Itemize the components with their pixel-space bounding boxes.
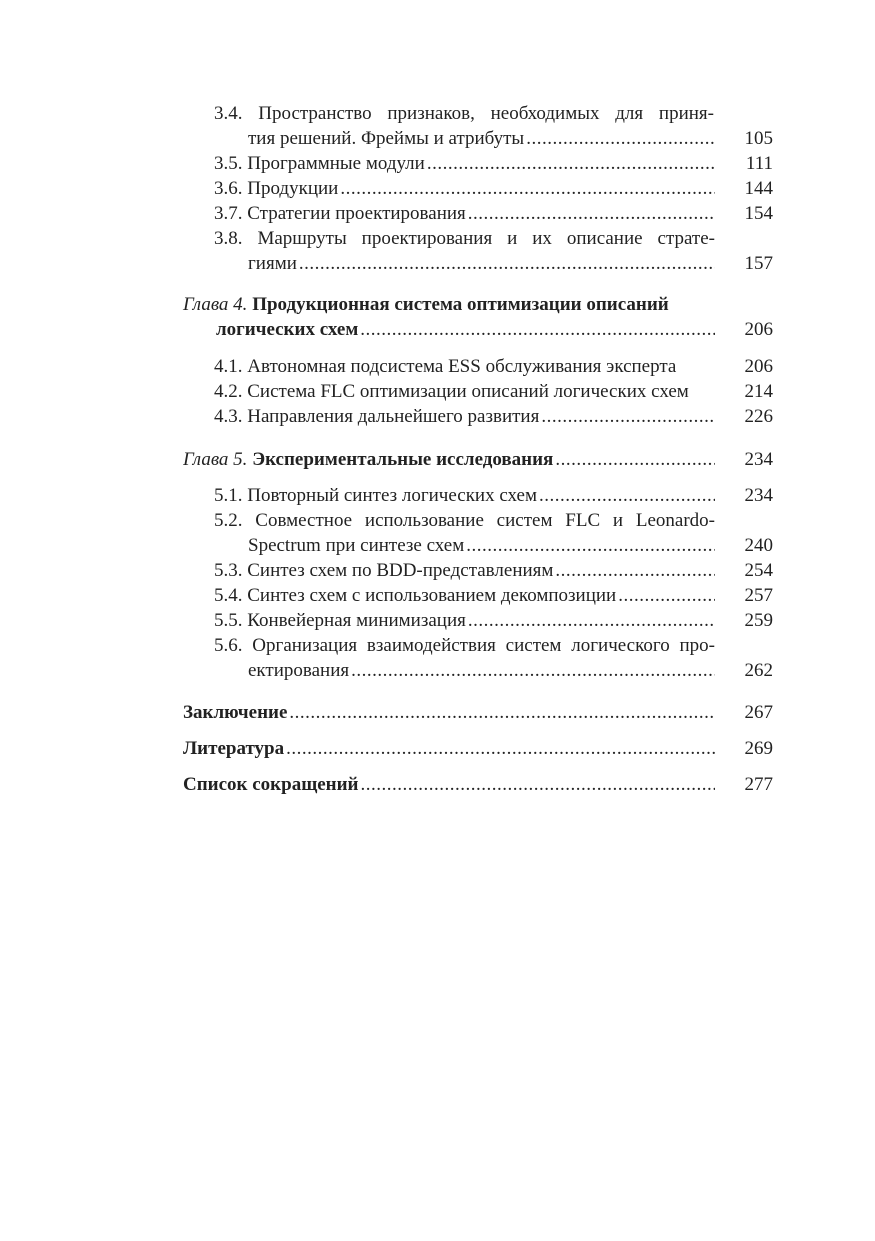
toc-entry-label: 5.3. Синтез схем по BDD-представлениям <box>214 560 554 581</box>
toc-entry-label: 5.1. Повторный синтез логических схем <box>214 485 538 506</box>
dot-leader <box>618 583 715 608</box>
dot-leader <box>555 447 715 472</box>
dot-leader <box>427 151 715 176</box>
dot-leader <box>541 404 715 429</box>
toc-entry-3-7[interactable] <box>0 201 875 226</box>
toc-entry-leader <box>214 583 715 608</box>
toc-entry-leader <box>214 608 715 633</box>
toc-page-number: 206 <box>744 356 773 377</box>
dot-leader <box>299 251 715 276</box>
chapter-title: Продукционная система оптимизации описаний <box>252 294 669 315</box>
toc-entry-leader <box>183 772 715 797</box>
chapter-prefix: Глава 5. <box>183 449 248 470</box>
dot-leader <box>526 126 715 151</box>
toc-entry-label: гиями <box>248 253 297 274</box>
toc-page-number: 234 <box>744 449 773 470</box>
toc-entry-leader <box>214 558 715 583</box>
toc-entry-leader <box>214 201 715 226</box>
dot-leader <box>361 772 715 797</box>
dot-leader <box>555 558 715 583</box>
toc-entry-leader <box>214 483 715 508</box>
toc-entry-leader <box>183 447 715 472</box>
toc-entry-5-4[interactable] <box>0 583 875 608</box>
toc-page-number: 111 <box>745 153 773 174</box>
toc-entry-label: 5.4. Синтез схем с использованием декомпозиции <box>214 585 617 606</box>
toc-entry-label: Заключение <box>183 702 288 723</box>
toc-entry-3-8[interactable] <box>0 251 875 276</box>
dot-leader <box>468 201 715 226</box>
toc-entry-3-5[interactable] <box>0 151 875 176</box>
toc-page-number: 105 <box>744 128 773 149</box>
toc-entry-leader <box>248 251 715 276</box>
toc-entry-label: ектирования <box>248 660 350 681</box>
toc-entry-5-2[interactable] <box>0 533 875 558</box>
toc-page-number: 226 <box>744 406 773 427</box>
toc-entry-leader <box>214 176 715 201</box>
toc-chapter-4[interactable] <box>0 317 875 342</box>
toc-entry-leader <box>183 736 715 761</box>
toc-entry-5-1[interactable] <box>0 483 875 508</box>
dot-leader <box>360 317 715 342</box>
toc-page-number: 240 <box>744 535 773 556</box>
toc-entry-3-4[interactable] <box>0 126 875 151</box>
toc-page-number: 267 <box>744 702 773 723</box>
toc-entry-5-6-line1 <box>0 633 875 658</box>
toc-entry-label: 3.5. Программные модули <box>214 153 425 174</box>
dot-leader <box>351 658 715 683</box>
toc-entry-leader <box>214 404 715 429</box>
toc-entry-4-2[interactable] <box>0 379 875 404</box>
toc-entry-label: 3.8. Маршруты проектирования и их описание страте- <box>214 228 715 249</box>
toc-page-number: 269 <box>744 738 773 759</box>
toc-entry-label: 4.2. Система FLC оптимизации описаний логических схем <box>214 381 689 402</box>
toc-chapter-5[interactable] <box>0 447 875 472</box>
toc-entry-leader <box>216 317 715 342</box>
toc-entry-leader <box>248 533 715 558</box>
toc-entry-literature[interactable] <box>0 736 875 761</box>
dot-leader <box>468 608 715 633</box>
toc-entry-label: Литература <box>183 738 285 759</box>
toc-page-number: 259 <box>744 610 773 631</box>
dot-leader <box>340 176 715 201</box>
toc-entry-label: Список сокращений <box>183 774 359 795</box>
toc-entry-3-4-line1 <box>0 101 875 126</box>
toc-entry-3-8-line1 <box>0 226 875 251</box>
toc-page-number: 277 <box>744 774 773 795</box>
chapter-prefix: Глава 4. <box>183 294 248 315</box>
toc-page-number: 257 <box>744 585 773 606</box>
toc-page-number: 234 <box>744 485 773 506</box>
toc-entry-label: Spectrum при синтезе схем <box>248 535 465 556</box>
toc-entry-3-6[interactable] <box>0 176 875 201</box>
toc-page-number: 254 <box>744 560 773 581</box>
toc-entry-label: тия решений. Фреймы и атрибуты <box>248 128 525 149</box>
toc-chapter-4-line1 <box>0 292 875 317</box>
toc-entry-conclusion[interactable] <box>0 700 875 725</box>
toc-entry-label: 4.1. Автономная подсистема ESS обслуживания эксперта <box>214 356 677 377</box>
toc-entry-label: 3.7. Стратегии проектирования <box>214 203 466 224</box>
toc-page-number: 144 <box>744 178 773 199</box>
toc-entry-label: 4.3. Направления дальнейшего развития <box>214 406 540 427</box>
chapter-title: Экспериментальные исследования <box>252 449 554 470</box>
toc-entry-leader <box>183 700 715 725</box>
toc-page-number: 214 <box>744 381 773 402</box>
toc-entry-label: 3.4. Пространство признаков, необходимых для приня- <box>214 103 714 124</box>
toc-entry-label: 5.5. Конвейерная минимизация <box>214 610 466 631</box>
dot-leader <box>539 483 715 508</box>
toc-entry-label: 3.6. Продукции <box>214 178 339 199</box>
dot-leader <box>289 700 715 725</box>
chapter-title: логических схем <box>216 319 359 340</box>
toc-entry-4-3[interactable] <box>0 404 875 429</box>
toc-page-number: 154 <box>744 203 773 224</box>
toc-page-number: 262 <box>744 660 773 681</box>
toc-entry-label: 5.6. Организация взаимодействия систем логического про- <box>214 635 715 656</box>
toc-entry-leader <box>248 126 715 151</box>
chapter-heading <box>183 447 553 472</box>
toc-page-number: 206 <box>744 319 773 340</box>
dot-leader <box>466 533 715 558</box>
toc-entry-5-2-line1 <box>0 508 875 533</box>
toc-entry-5-6[interactable] <box>0 658 875 683</box>
toc-entry-5-5[interactable] <box>0 608 875 633</box>
toc-entry-leader <box>248 658 715 683</box>
chapter-heading <box>183 292 669 317</box>
toc-entry-abbreviations[interactable] <box>0 772 875 797</box>
toc-entry-label: 5.2. Совместное использование систем FLC и Leonardo- <box>214 510 715 531</box>
toc-entry-4-1[interactable] <box>0 354 875 379</box>
toc-entry-leader <box>214 151 715 176</box>
toc-entry-5-3[interactable] <box>0 558 875 583</box>
dot-leader <box>286 736 715 761</box>
toc-page-number: 157 <box>744 253 773 274</box>
